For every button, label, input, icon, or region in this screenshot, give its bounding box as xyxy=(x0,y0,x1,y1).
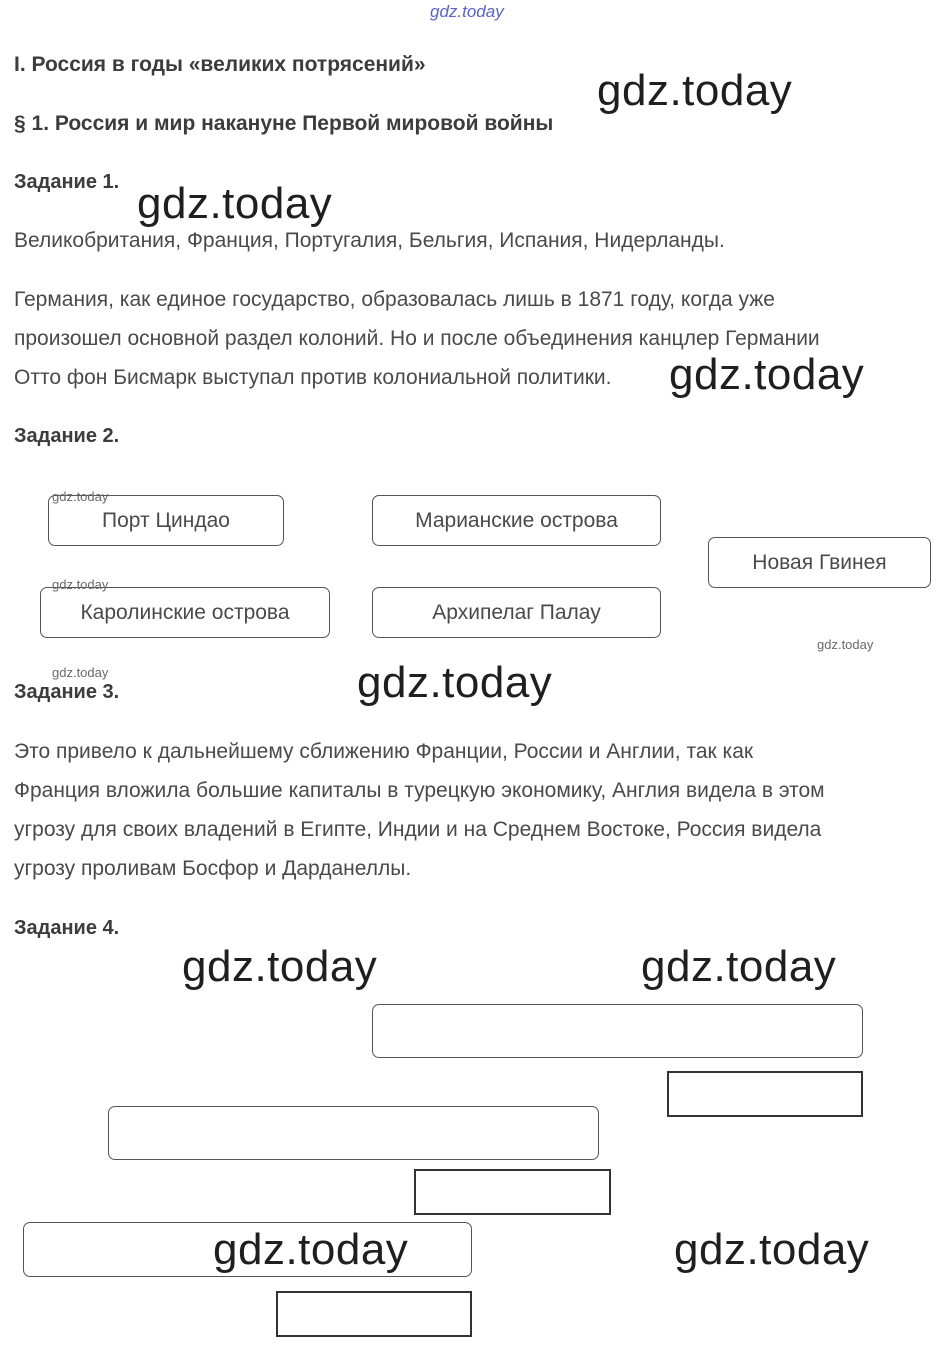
watermark-top: gdz.today xyxy=(430,2,504,21)
watermark-small: gdz.today xyxy=(52,489,109,504)
task-3-line-3: угрозу для своих владений в Египте, Индии и на Среднем Востоке, Россия видела xyxy=(14,818,822,841)
box-mariana-islands xyxy=(372,495,661,546)
task-4-blank-1 xyxy=(372,1004,863,1058)
task-1-line-2: произошел основной раздел колоний. Но и после объединения канцлер Германии xyxy=(14,327,820,350)
task-3-line-1: Это привело к дальнейшему сближению Франции, России и Англии, так как xyxy=(14,740,754,763)
chapter-title: I. Россия в годы «великих потрясений» xyxy=(14,53,426,76)
box-label: Новая Гвинея xyxy=(752,550,887,574)
task-4-blank-2 xyxy=(108,1106,599,1160)
task-3-line-4: угрозу проливам Босфор и Дарданеллы. xyxy=(14,857,412,880)
watermark-large: gdz.today xyxy=(137,179,333,228)
watermark-large: gdz.today xyxy=(182,942,378,991)
box-caroline-islands xyxy=(40,587,330,638)
task-4-answer-slot-3 xyxy=(276,1291,472,1337)
watermark-large: gdz.today xyxy=(597,66,793,115)
paragraph-title: § 1. Россия и мир накануне Первой мировой войны xyxy=(14,112,554,135)
box-label: Каролинские острова xyxy=(80,600,290,624)
box-palau-archipelago xyxy=(372,587,661,638)
box-label: Порт Циндао xyxy=(102,508,230,532)
watermark-large: gdz.today xyxy=(674,1225,870,1274)
task-3-label: Задание 3. xyxy=(14,681,120,703)
watermark-small: gdz.today xyxy=(52,577,109,592)
task-1-line-3: Отто фон Бисмарк выступал против колониальной политики. xyxy=(14,366,612,389)
task-4-answer-slot-2 xyxy=(414,1169,611,1215)
task-2-label: Задание 2. xyxy=(14,425,120,447)
watermark-large: gdz.today xyxy=(641,942,837,991)
box-label: Архипелаг Палау xyxy=(432,600,601,624)
box-label: Марианские острова xyxy=(415,508,618,532)
task-4-label: Задание 4. xyxy=(14,917,120,939)
task-3-line-2: Франция вложила большие капиталы в турецкую экономику, Англия видела в этом xyxy=(14,779,825,802)
task-1-label: Задание 1. xyxy=(14,171,120,193)
watermark-small: gdz.today xyxy=(817,637,874,652)
box-new-guinea xyxy=(708,537,931,588)
task-1-answer-line: Великобритания, Франция, Португалия, Бельгия, Испания, Нидерланды. xyxy=(14,229,725,252)
task-1-line-1: Германия, как единое государство, образовалась лишь в 1871 году, когда уже xyxy=(14,288,775,311)
watermark-large: gdz.today xyxy=(357,658,553,707)
watermark-large: gdz.today xyxy=(669,350,865,399)
watermark-large: gdz.today xyxy=(213,1225,409,1274)
watermark-small: gdz.today xyxy=(52,665,109,680)
task-3-text xyxy=(14,732,919,888)
task-4-answer-slot-1 xyxy=(667,1071,863,1117)
